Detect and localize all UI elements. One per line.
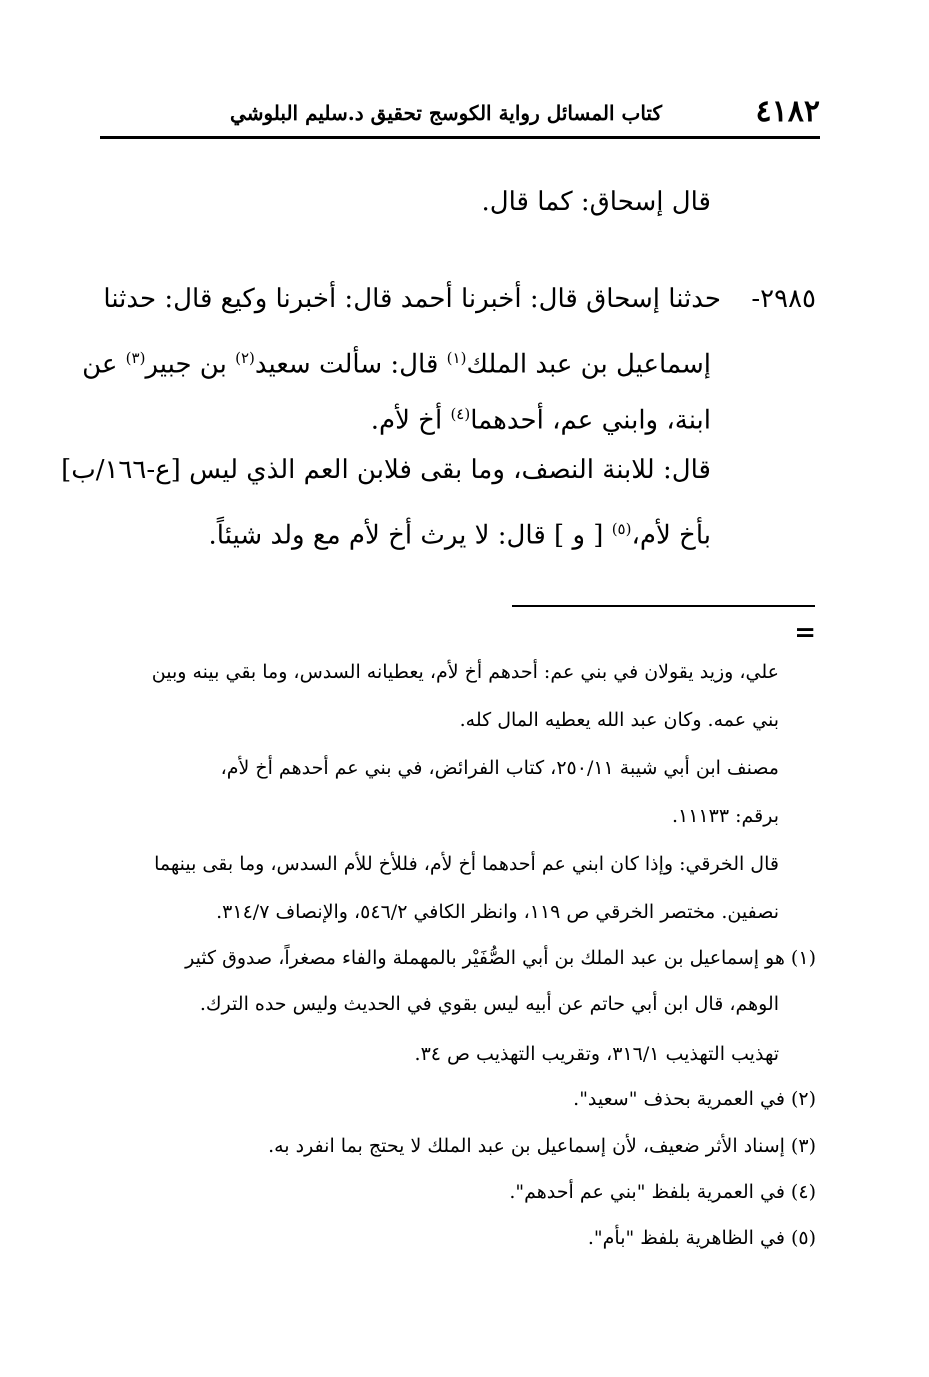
footnote-separator [512, 605, 815, 607]
page-header [100, 92, 820, 132]
footnote-1-line-2: الوهم، قال ابن أبي حاتم عن أبيه ليس بقوي في الحديث وليس حده الترك. [199, 993, 779, 1015]
main-line-3-part-a: إسماعيل بن عبد الملك [466, 349, 711, 380]
footnote-continuation-line-2: بني عمه. وكان عبد الله يعطيه المال كله. [459, 709, 779, 731]
running-title: كتاب المسائل رواية الكوسج تحقيق د.سليم البلوشي [230, 101, 662, 125]
main-line-5: قال: للابنة النصف، وما بقى فلابن العم الذي ليس [ع-١٦٦/ب] [61, 455, 711, 485]
footnote-continuation-line-4: برقم: ١١١٣٣. [671, 805, 779, 827]
main-line-4-part-a: ابنة، وابني عم، أحدهما [470, 405, 711, 436]
footnote-4: (٤) في العمرية بلفظ "بني عم أحدهم". [509, 1181, 816, 1203]
page-number: ٤١٨٢ [755, 94, 820, 129]
footnote-continuation-line-5: قال الخرقي: وإذا كان ابني عم أحدهما أخ لأم، فللأخ للأم السدس، وما بقى بينهما [154, 853, 779, 875]
footnote-2: (٢) في العمرية بحذف "سعيد". [573, 1088, 816, 1110]
header-rule [100, 136, 820, 139]
main-line-2: حدثنا إسحاق قال: أخبرنا أحمد قال: أخبرنا وكيع قال: حدثنا [103, 284, 721, 314]
main-line-6 [209, 507, 711, 558]
continuation-mark: = [794, 618, 816, 648]
footnote-continuation-line-3: مصنف ابن أبي شيبة ٢٥٠/١١، كتاب الفرائض، في بني عم أحدهم أخ لأم، [220, 757, 779, 779]
footnote-ref-2: (٢) [235, 349, 255, 367]
main-line-1: قال إسحاق: كما قال. [481, 187, 711, 217]
main-line-4-part-b: أخ لأم. [370, 405, 451, 436]
footnote-ref-5: (٥) [611, 520, 632, 538]
footnote-ref-4: (٤) [450, 405, 471, 423]
footnote-1-line-3: تهذيب التهذيب ٣١٦/١، وتقريب التهذيب ص ٣٤. [414, 1043, 779, 1065]
main-line-4 [371, 392, 711, 443]
footnote-continuation-line-1: علي، وزيد يقولان في بني عم: أحدهم أخ لأم، يعطيانه السدس، وما بقي بينه وبين [151, 661, 779, 683]
main-line-6-part-a: بأخ لأم، [631, 520, 711, 551]
footnote-continuation-line-6: نصفين. مختصر الخرقي ص ١١٩، وانظر الكافي ٥٤٦/٢، والإنصاف ٣١٤/٧. [216, 901, 779, 923]
main-line-3 [82, 336, 711, 387]
main-line-6-part-b: [ و ] قال: لا يرث أخ لأم مع ولد شيئاً. [208, 520, 612, 551]
footnote-5: (٥) في الظاهرية بلفظ "بأم". [587, 1227, 816, 1249]
main-line-3-part-d: عن [82, 349, 126, 380]
footnote-ref-1: (١) [446, 349, 467, 367]
footnote-3: (٣) إسناد الأثر ضعيف، لأن إسماعيل بن عبد الملك لا يحتج بما انفرد به. [268, 1135, 816, 1157]
footnote-ref-3: (٣) [125, 349, 146, 367]
footnote-1-line-1: (١) هو إسماعيل بن عبد الملك بن أبي الصُّفَيْر بالمهملة والفاء مصغراً، صدوق كثير [185, 947, 816, 969]
entry-number: ٢٩٨٥- [751, 284, 816, 314]
main-line-3-part-b: قال: سألت سعيد [254, 349, 447, 380]
main-line-3-part-c: بن جبير [145, 349, 236, 380]
